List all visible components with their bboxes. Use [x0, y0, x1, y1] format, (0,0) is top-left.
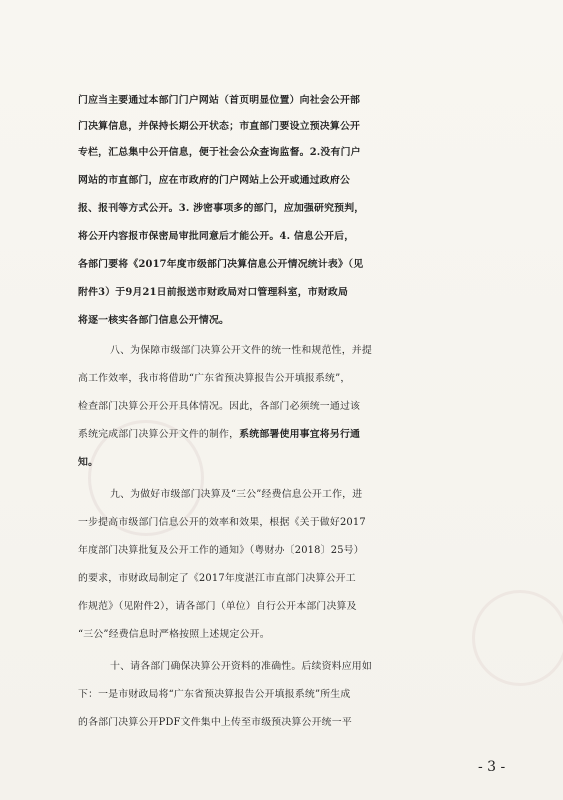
text-line: 门决算信息，并保持长期公开状态；市直部门要设立预决算公开 [78, 121, 361, 132]
text-line: 门应当主要通过本部门门户网站（首页明显位置）向社会公开部 [78, 95, 361, 106]
text-line: 下：一是市财政局将“广东省预决算报告公开填报系统”所生成 [78, 689, 351, 700]
text-line: 的要求，市财政局制定了《2017年度湛江市直部门决算公开工 [78, 573, 356, 584]
text-line: 高工作效率，我市将借助“广东省预决算报告公开填报系统”， [78, 373, 351, 384]
text-line: 报、报刊等方式公开。3. 涉密事项多的部门，应加强研究预判， [78, 203, 365, 214]
text-line: 网站的市直部门，应在市政府的门户网站上公开或通过政府公 [78, 175, 351, 186]
text-line: 的各部门决算公开PDF文件集中上传至市级预决算公开统一平 [78, 717, 352, 728]
page-number: - 3 - [478, 759, 506, 775]
text-line: 知。 [78, 457, 99, 468]
text-line: 十、请各部门确保决算公开资料的准确性。后续资料应用如 [110, 661, 372, 672]
text-segment-bold: 系统部署使用事宜将另行通 [239, 429, 361, 440]
text-line: 年度部门决算批复及公开工作的通知》（粤财办〔2018〕25号） [78, 545, 364, 556]
text-line: 将逐一核实各部门信息公开情况。 [78, 315, 230, 326]
text-line: 各部门要将《2017年度市级部门决算信息公开情况统计表》（见 [78, 259, 364, 270]
text-line: 附件3）于9月21日前报送市财政局对口管理科室，市财政局 [78, 287, 349, 298]
text-line: 专栏，汇总集中公开信息，便于社会公众查询监督。2.没有门户 [78, 147, 361, 158]
text-line: 将公开内容报市保密局审批同意后才能公开。4. 信息公开后， [78, 231, 355, 242]
text-line: “三公”经费信息时严格按照上述规定公开。 [78, 629, 270, 640]
text-line: 作规范》（见附件2），请各部门（单位）自行公开本部门决算及 [78, 601, 357, 612]
text-line [78, 424, 563, 446]
text-line: 检查部门决算公开公开具体情况。因此，各部门必须统一通过该 [78, 401, 361, 412]
text-line: 八、为保障市级部门决算公开文件的统一性和规范性，并提 [110, 345, 372, 356]
text-line: 九、为做好市级部门决算及“三公”经费信息公开工作，进 [110, 489, 363, 500]
text-segment: 系统完成部门决算公开文件的制作， [78, 429, 240, 440]
text-line: 一步提高市级部门信息公开的效率和效果，根据《关于做好2017 [78, 517, 366, 528]
